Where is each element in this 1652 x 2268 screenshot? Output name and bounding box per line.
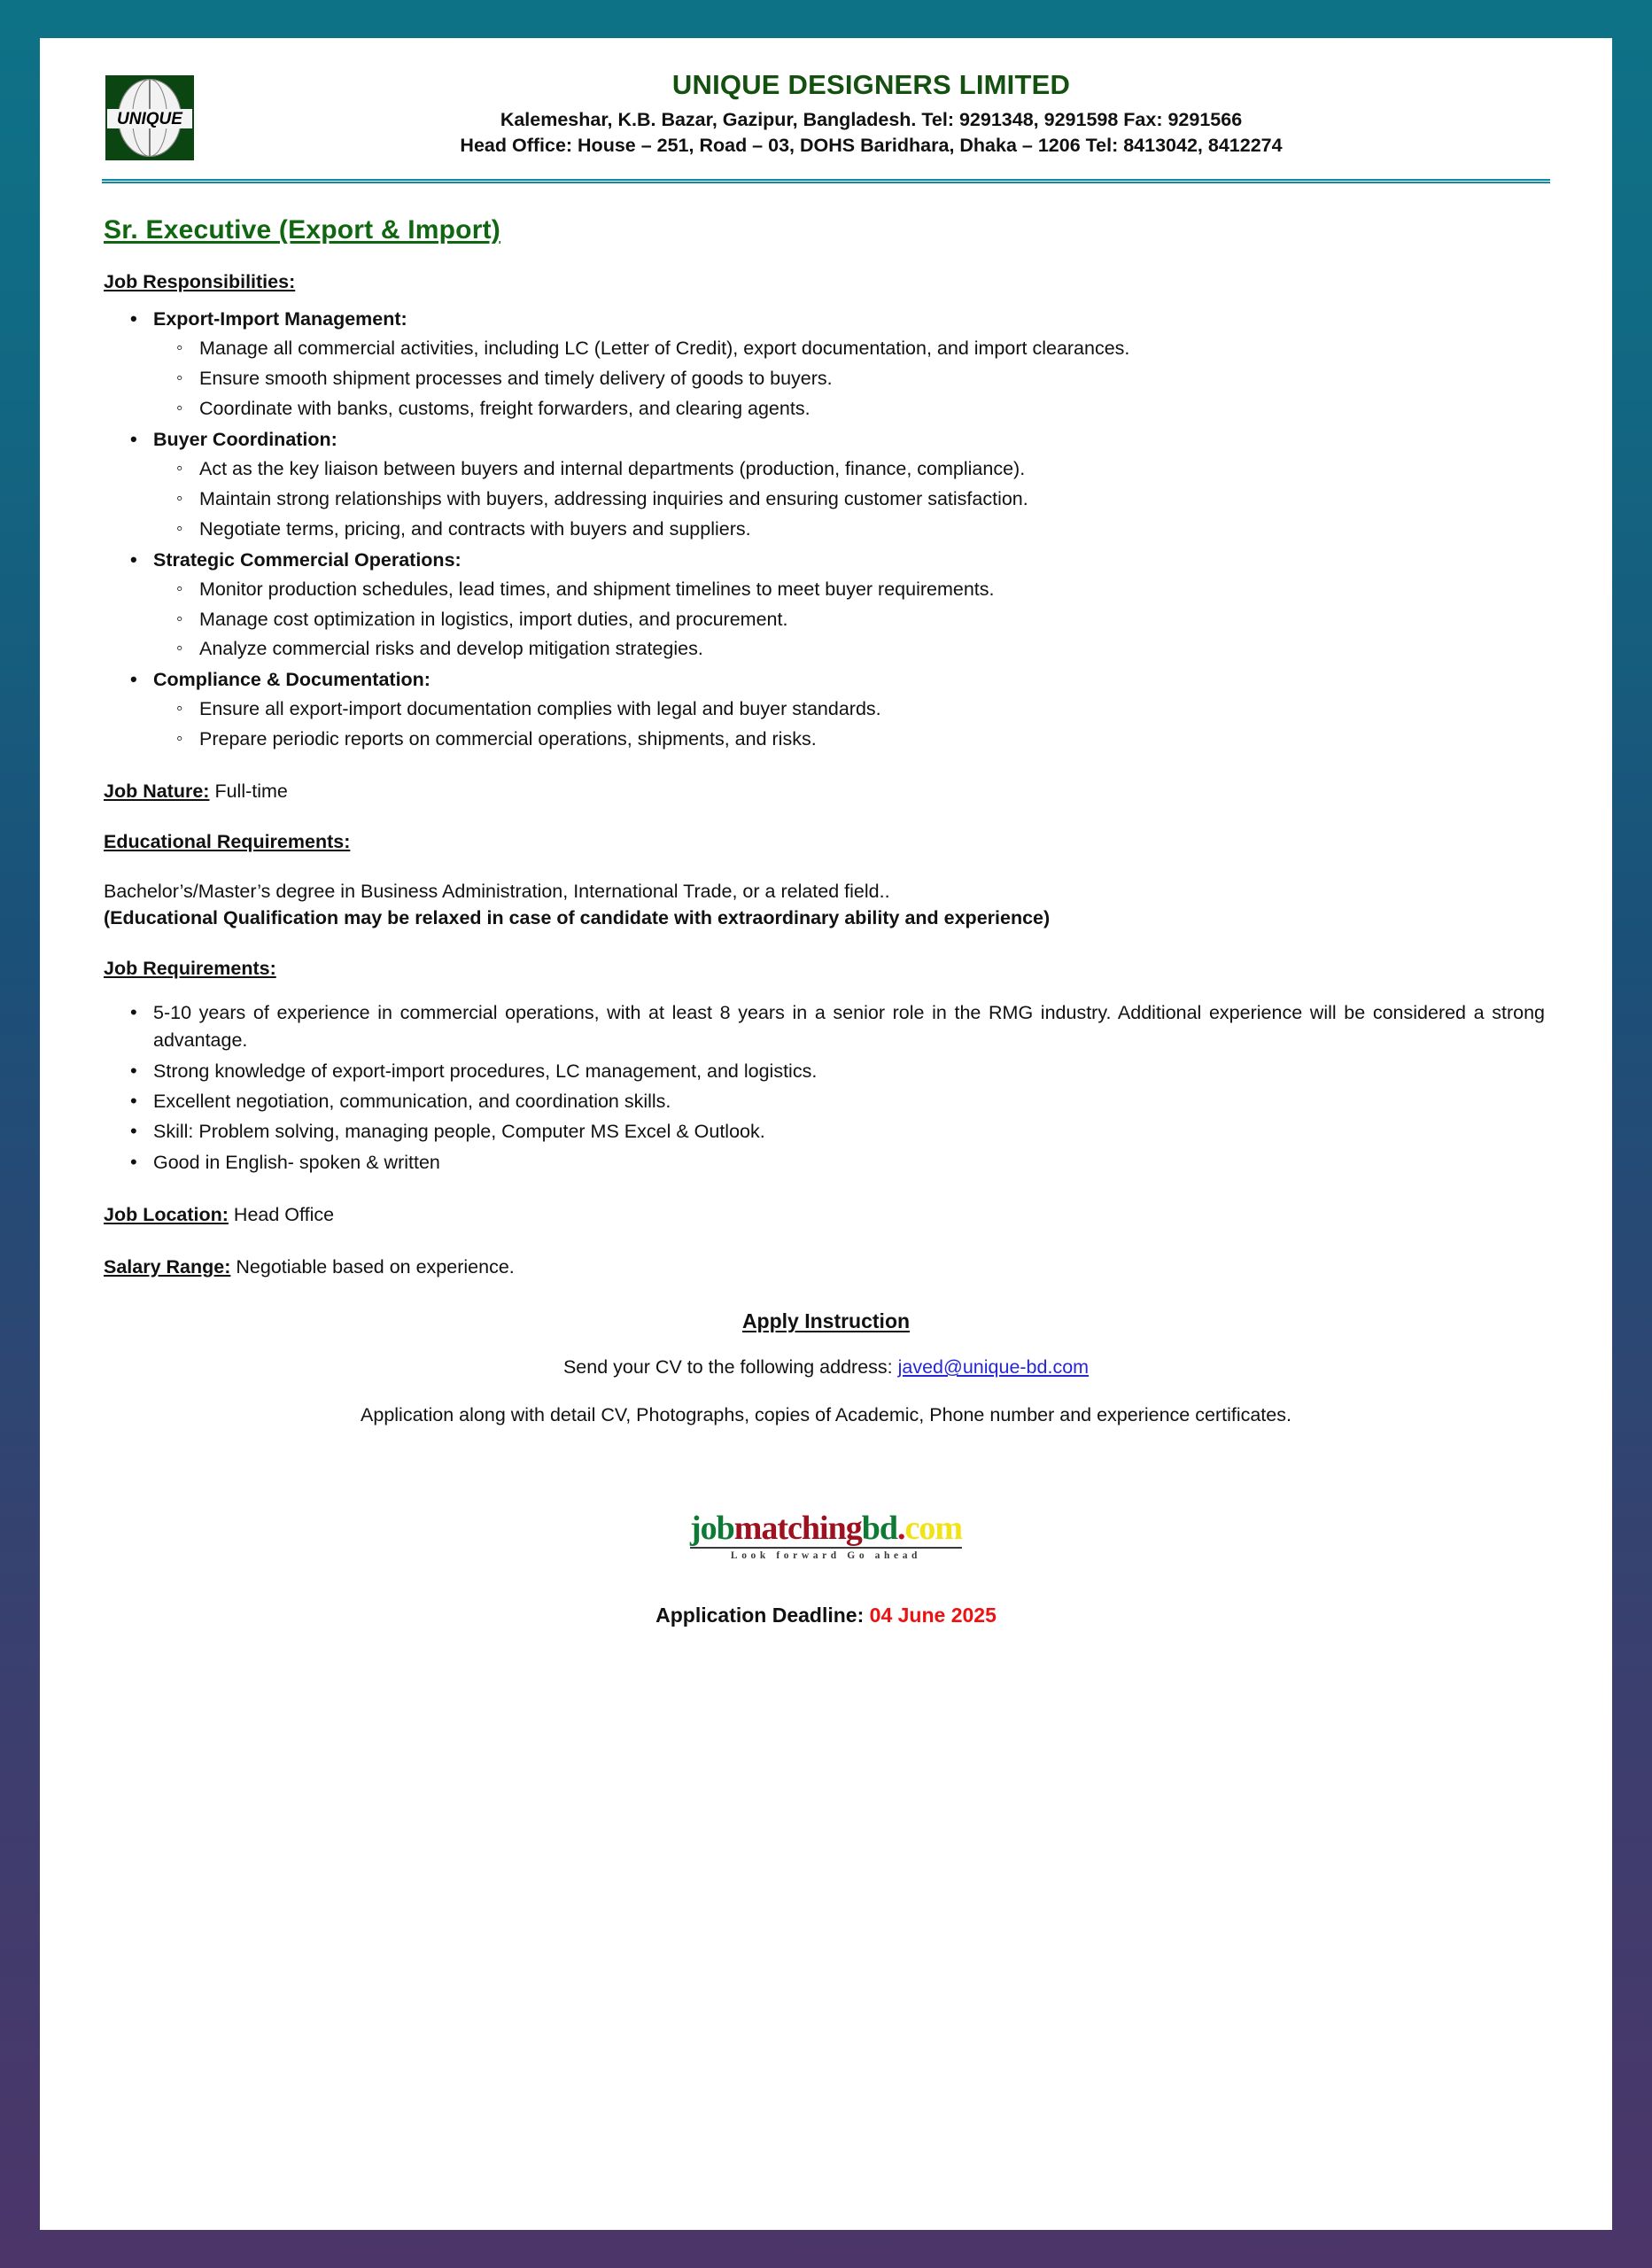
requirement-item: • 5-10 years of experience in commercial operations, with at least 8 years in a senior role in the RMG industry. Additional experience will be considered a strong advantage. [153,999,1548,1055]
letterhead-divider [102,179,1550,183]
responsibilities-list [104,306,1548,753]
responsibility-category [153,666,1548,753]
education-note: (Educational Qualification may be relaxed in case of candidate with extraordinary ability and experience) [104,907,1051,929]
responsibility-sublist [153,335,1548,423]
unique-globe-logo-icon [105,75,194,160]
responsibility-category [153,426,1548,543]
requirement-item: • Good in English- spoken & written [153,1149,1548,1177]
apply-instruction-note: Application along with detail CV, Photographs, copies of Academic, Phone number and experience certificates. [361,1404,1291,1426]
letterhead-text [199,70,1552,159]
education-text: Bachelor’s/Master’s degree in Business Administration, International Trade, or a related field.. [104,880,890,902]
job-location-value: Head Office [233,1204,335,1226]
salary-range-value: Negotiable based on experience. [236,1255,515,1278]
responsibility-item: ◦ Ensure smooth shipment processes and timely delivery of goods to buyers. [199,365,1548,392]
logo-text-bd: bd [861,1510,898,1548]
salary-range-row [104,1254,1548,1281]
responsibility-item: ◦ Coordinate with banks, customs, freight forwarders, and clearing agents. [199,395,1548,423]
responsibility-category [153,306,1548,423]
responsibility-item: ◦ Act as the key liaison between buyers and internal departments (production, finance, compliance). [199,455,1548,483]
responsibility-item: ◦ Negotiate terms, pricing, and contracts with buyers and suppliers. [199,516,1548,543]
responsibility-category-label: Strategic Commercial Operations: [153,548,461,571]
responsibility-item: ◦ Monitor production schedules, lead times, and shipment timelines to meet buyer requirements. [199,576,1548,603]
letterhead [100,70,1552,160]
deadline-date: 04 June 2025 [869,1604,997,1627]
responsibility-sublist [153,695,1548,753]
responsibility-sublist [153,455,1548,543]
logo-text-dot: . [897,1510,905,1548]
section-heading-apply: Apply Instruction [741,1309,911,1333]
responsibility-item: ◦ Prepare periodic reports on commercial operations, shipments, and risks. [199,726,1548,753]
responsibility-item: ◦ Manage all commercial activities, including LC (Letter of Credit), export documentation, and import clearances. [199,335,1548,362]
responsibility-item: ◦ Maintain strong relationships with buyers, addressing inquiries and ensuring customer satisfaction. [199,485,1548,513]
deadline-label: Application Deadline: [655,1604,870,1627]
requirements-list [104,999,1548,1177]
logo-text-job: job [689,1510,734,1548]
logo-wordmark: UNIQUE [117,109,182,128]
application-deadline [104,1604,1548,1627]
apply-email-row [104,1356,1548,1379]
job-posting-body [100,215,1552,1627]
company-name: UNIQUE DESIGNERS LIMITED [671,69,1071,100]
requirement-item: • Excellent negotiation, communication, and coordination skills. [153,1088,1548,1115]
salary-range-label: Salary Range: [104,1255,231,1278]
responsibility-category-label: Export-Import Management: [153,308,407,330]
responsibility-category-label: Compliance & Documentation: [153,669,430,691]
logo-text-matching: matching [733,1510,862,1548]
section-heading-requirements: Job Requirements: [104,957,276,979]
logo-name-band [107,109,192,128]
footer [104,1511,1548,1627]
responsibility-sublist [153,576,1548,664]
company-address-line-1: Kalemeshar, K.B. Bazar, Gazipur, Bangladesh. Tel: 9291348, 9291598 Fax: 9291566 [500,108,1243,130]
job-location-row [104,1201,1548,1229]
responsibility-item: ◦ Analyze commercial risks and develop mitigation strategies. [199,635,1548,663]
page-title: Sr. Executive (Export & Import) [104,215,500,245]
apply-email-link[interactable]: javed@unique-bd.com [897,1356,1090,1379]
responsibility-category [153,547,1548,664]
section-heading-education: Educational Requirements: [104,830,351,852]
jobmatchingbd-tagline: Look forward Go ahead [730,1550,922,1562]
job-nature-label: Job Nature: [104,781,210,803]
company-logo-block [105,70,199,160]
job-nature-value: Full-time [214,781,288,803]
jobmatchingbd-wordmark [690,1511,962,1549]
apply-email-prefix: Send your CV to the following address: [562,1356,898,1379]
section-heading-responsibilities: Job Responsibilities: [104,271,296,292]
document-sheet [40,38,1612,2230]
requirement-item: • Strong knowledge of export-import procedures, LC management, and logistics. [153,1058,1548,1085]
job-location-label: Job Location: [104,1204,229,1226]
responsibility-item: ◦ Manage cost optimization in logistics, import duties, and procurement. [199,606,1548,633]
jobmatchingbd-logo [690,1511,962,1562]
job-nature-row [104,778,1548,805]
logo-text-com: com [904,1510,963,1548]
company-address-line-2: Head Office: House – 251, Road – 03, DOHS Baridhara, Dhaka – 1206 Tel: 8413042, 8412274 [460,135,1283,157]
responsibility-item: ◦ Ensure all export-import documentation complies with legal and buyer standards. [199,695,1548,723]
requirement-item: • Skill: Problem solving, managing people, Computer MS Excel & Outlook. [153,1118,1548,1146]
responsibility-category-label: Buyer Coordination: [153,428,337,450]
